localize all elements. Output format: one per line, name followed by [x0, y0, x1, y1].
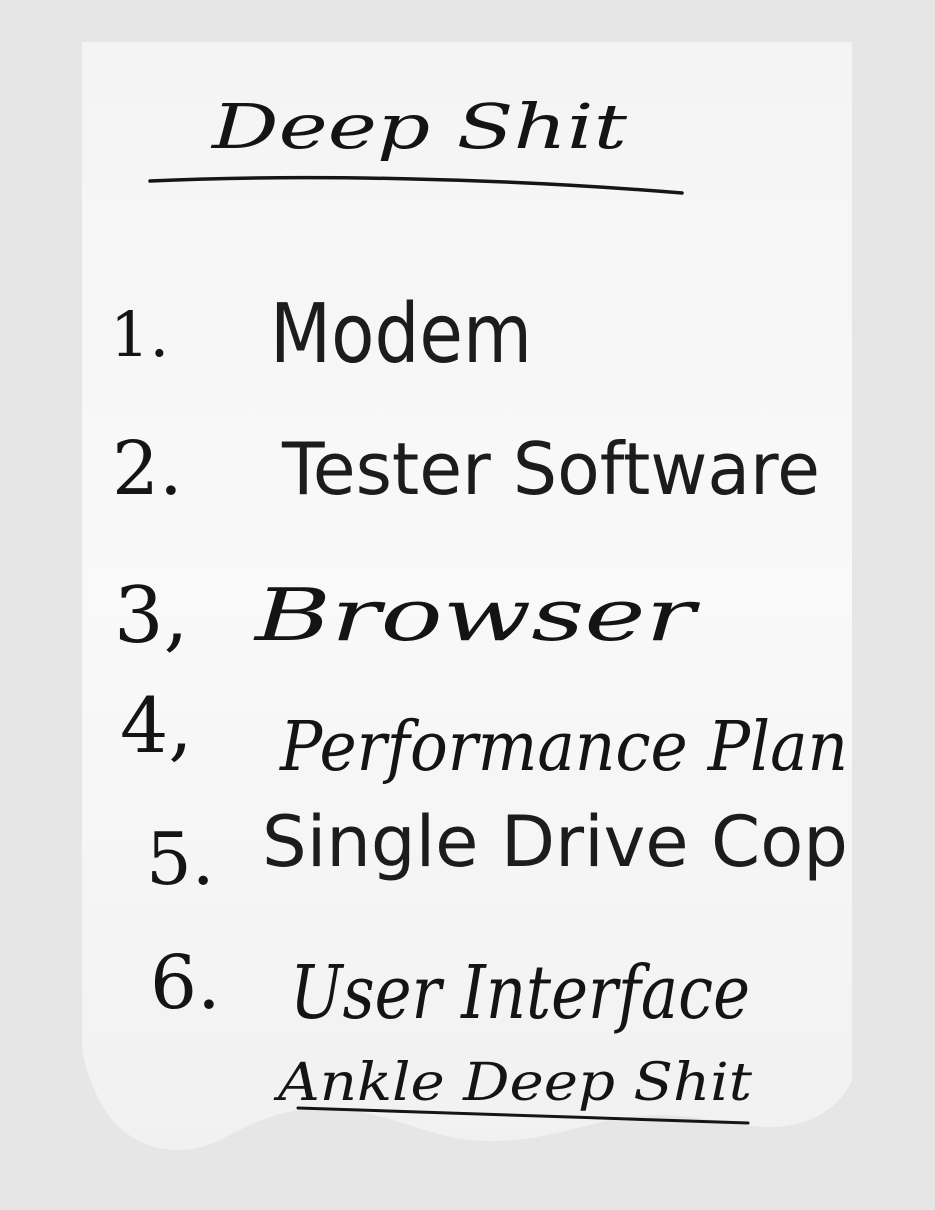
item-number: 3, [114, 571, 189, 661]
item-number: 6. [150, 940, 221, 1026]
item-text: Modem [270, 287, 532, 382]
title-text: Deep Shit [210, 90, 628, 163]
item-text: User Interface [290, 950, 750, 1036]
item-number: 1. [110, 298, 170, 371]
item-text: Performance Plan [278, 708, 848, 787]
item-text: Tester Software [281, 427, 820, 511]
item-text: Single Drive Cop [262, 801, 848, 883]
item-number: 2. [112, 426, 183, 512]
item-text: Browser [252, 573, 701, 657]
footer-text: Ankle Deep Shit [273, 1053, 753, 1113]
item-number: 5. [146, 817, 215, 901]
item-number: 4, [120, 681, 193, 770]
